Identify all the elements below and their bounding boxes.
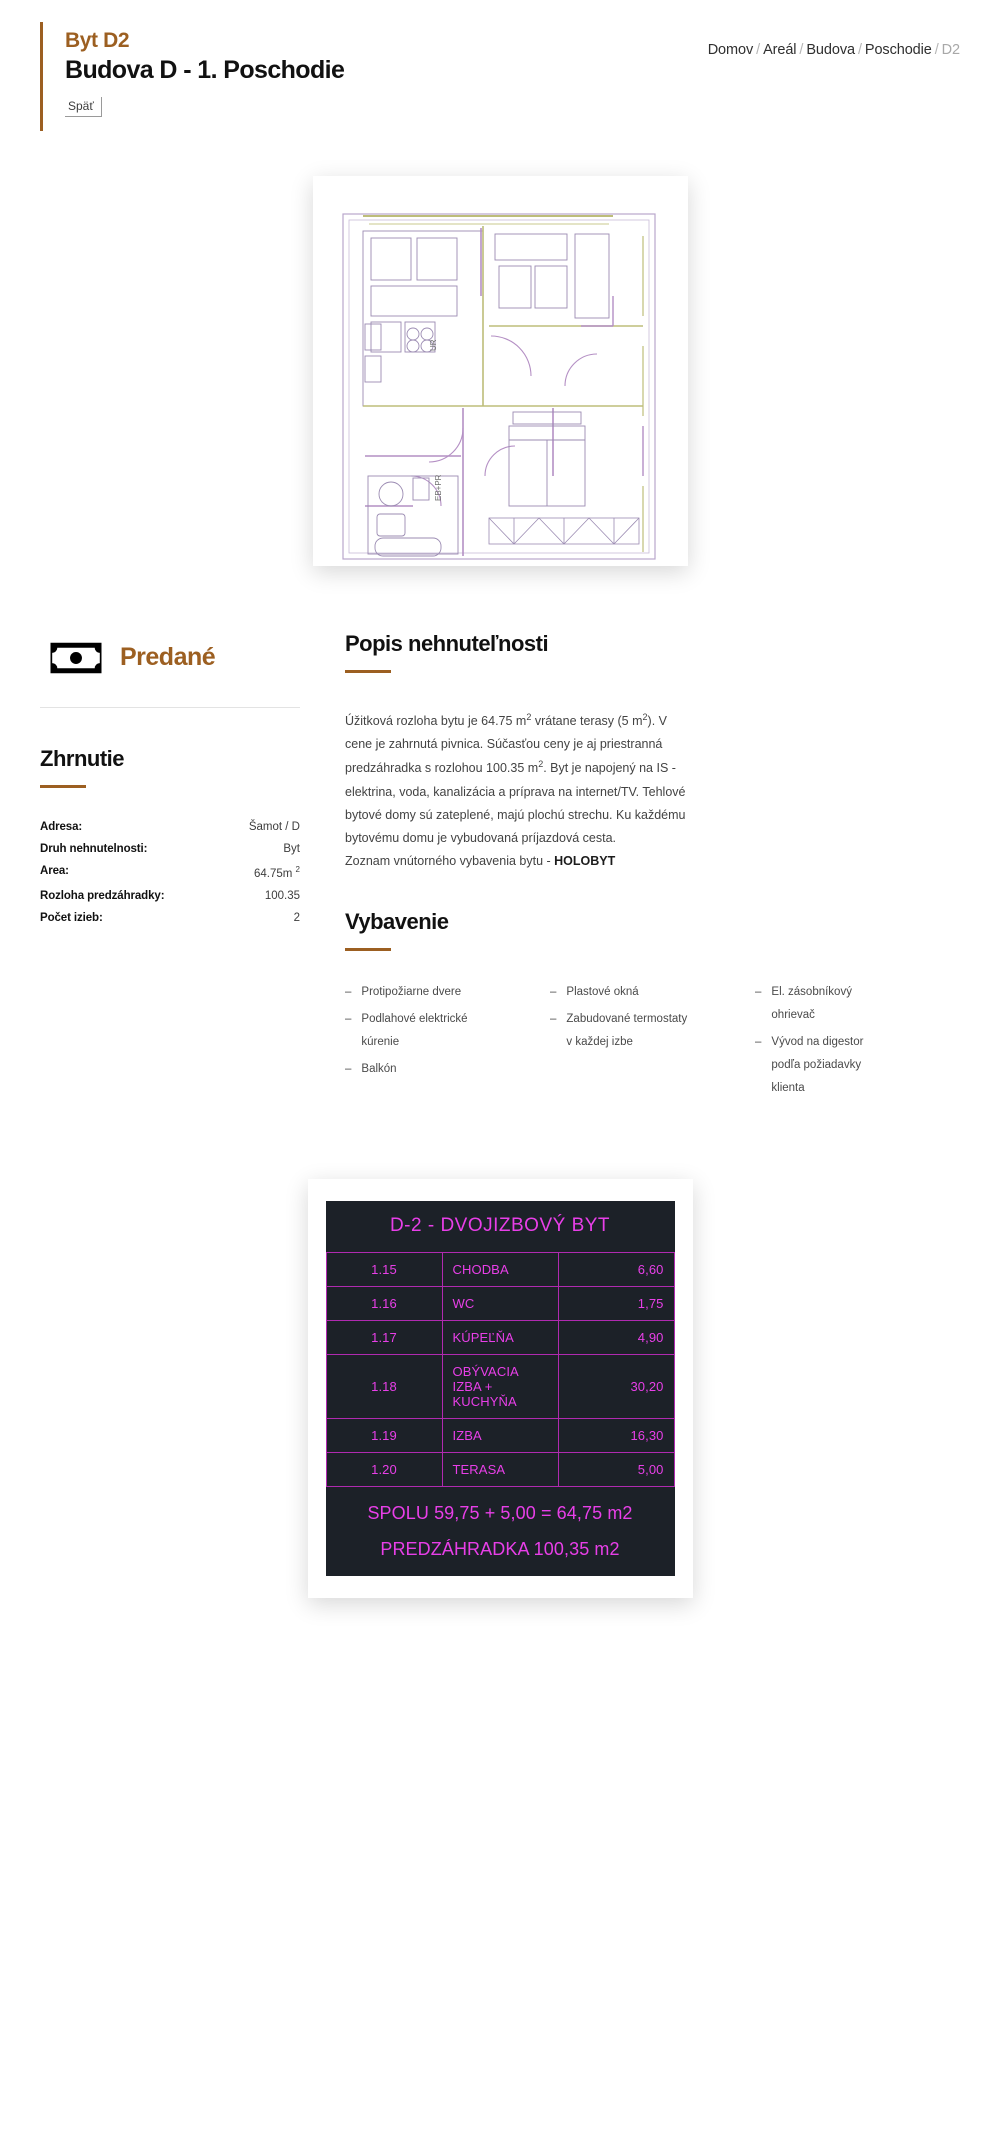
- breadcrumb-item-poschodie[interactable]: Poschodie: [864, 42, 932, 58]
- room-table-title: D-2 - DVOJIZBOVÝ BYT: [389, 1215, 611, 1237]
- room-number: 1.19: [326, 1419, 442, 1453]
- list-item-label: El. zásobníkový ohrievač: [771, 986, 852, 1022]
- list-item-label: Zabudované termostaty v každej izbe: [566, 1013, 688, 1049]
- list-item: [550, 981, 690, 1004]
- divider: [40, 707, 300, 708]
- room-area: 16,30: [558, 1419, 674, 1453]
- table-row: [326, 1355, 674, 1419]
- room-number: 1.15: [326, 1253, 442, 1287]
- equipment-columns: [345, 981, 960, 1104]
- summary-key: Area:: [40, 864, 69, 877]
- description-superscript: 2: [642, 711, 648, 722]
- breadcrumb: [708, 22, 960, 63]
- equipment-section: [345, 909, 960, 1104]
- room-table-card: [308, 1179, 693, 1598]
- summary-value: 2: [293, 911, 300, 924]
- bullet-dash-icon: –: [345, 1063, 352, 1076]
- equipment-title-rule: [345, 948, 391, 951]
- room-area: 1,75: [558, 1287, 674, 1321]
- description-text-part: ). V cene je zahrnutá pivnica. Súčasťou ceny je aj priestranná predzáhradka s rozlohou 100.35 m: [345, 714, 667, 776]
- summary-table: [40, 816, 300, 929]
- summary-value: Byt: [283, 842, 300, 855]
- list-item: [345, 1008, 485, 1054]
- floorplan-label-ur: UR: [428, 339, 438, 351]
- breadcrumb-separator: /: [934, 42, 939, 58]
- equipment-column-3: [755, 981, 960, 1104]
- room-name: CHODBA: [442, 1253, 558, 1287]
- list-item: [345, 1058, 485, 1081]
- back-button[interactable]: Späť: [65, 97, 102, 117]
- room-name: IZBA: [442, 1419, 558, 1453]
- breadcrumb-separator: /: [857, 42, 862, 58]
- description-superscript: 2: [538, 759, 544, 770]
- equipment-column-2: [550, 981, 755, 1104]
- room-number: 1.20: [326, 1453, 442, 1487]
- room-area: 4,90: [558, 1321, 674, 1355]
- table-row: [40, 860, 300, 885]
- summary-value: 64.75m $^2$: [253, 864, 300, 880]
- table-row: [326, 1453, 674, 1487]
- list-item-label: Plastové okná: [566, 986, 639, 999]
- room-table: [326, 1201, 675, 1576]
- summary-title: Zhrnutie: [40, 745, 124, 771]
- table-row: [40, 816, 300, 838]
- banknote-icon: [48, 641, 104, 675]
- list-item-label: Vývod na digestor podľa požiadavky klienta: [771, 1036, 864, 1095]
- breadcrumb-item-current: D2: [941, 42, 960, 58]
- list-item-label: Protipožiarne dvere: [361, 986, 462, 999]
- description-holobyt: HOLOBYT: [554, 853, 616, 868]
- list-item: [345, 981, 485, 1004]
- room-area: 6,60: [558, 1253, 674, 1287]
- description-text-part: Úžitková rozloha bytu je 64.75 m: [345, 714, 527, 729]
- bullet-dash-icon: –: [755, 986, 762, 999]
- list-item: [755, 1031, 895, 1100]
- room-table-header: [326, 1201, 674, 1253]
- bullet-dash-icon: –: [345, 1013, 352, 1026]
- room-area: 5,00: [558, 1453, 674, 1487]
- description-superscript: 2: [526, 711, 532, 722]
- page-eyebrow: Byt D2: [65, 29, 130, 52]
- breadcrumb-separator: /: [799, 42, 804, 58]
- room-number: 1.18: [326, 1355, 442, 1419]
- left-column: [40, 631, 300, 929]
- room-table-section: [0, 1179, 1000, 1668]
- room-name: KÚPEĽŇA: [442, 1321, 558, 1355]
- room-number: 1.17: [326, 1321, 442, 1355]
- summary-key: Rozloha predzáhradky:: [40, 889, 165, 902]
- room-area: 30,20: [558, 1355, 674, 1419]
- description-text-part: vrátane terasy (5 m: [531, 714, 643, 729]
- room-table-total-line2: PREDZÁHRADKA 100,35 m2: [380, 1539, 620, 1560]
- description-title: Popis nehnuteľnosti: [345, 630, 549, 656]
- summary-title-rule: [40, 785, 86, 788]
- list-item-label: Balkón: [361, 1063, 397, 1076]
- right-column: [340, 631, 960, 1104]
- summary-value: 100.35: [264, 889, 300, 902]
- table-row: [326, 1253, 674, 1287]
- room-name: WC: [442, 1287, 558, 1321]
- summary-key: Druh nehnutelnosti:: [40, 842, 148, 855]
- bullet-dash-icon: –: [345, 986, 352, 999]
- breadcrumb-item-budova[interactable]: Budova: [806, 42, 855, 58]
- floorplan-section: [0, 176, 1000, 566]
- bullet-dash-icon: –: [550, 1013, 557, 1026]
- table-row: [326, 1419, 674, 1453]
- list-item: [550, 1008, 690, 1054]
- equipment-column-1: [345, 981, 550, 1104]
- page-header: [0, 0, 1000, 131]
- table-row: [326, 1321, 674, 1355]
- room-table-total-row: [326, 1487, 674, 1532]
- room-name: TERASA: [442, 1453, 558, 1487]
- table-row: [326, 1287, 674, 1321]
- description-text-part: Zoznam vnútorného vybavenia bytu -: [345, 853, 555, 868]
- status-badge: Predané: [120, 643, 216, 672]
- main-content: [0, 631, 1000, 1104]
- status-row: [48, 641, 300, 675]
- room-table-total-row: [326, 1531, 674, 1575]
- equipment-title: Vybavenie: [345, 909, 449, 935]
- description-text-part: . Byt je napojený na IS - elektrina, voda, kanalizácia a príprava na internet/TV. Tehlové bytové domy sú zateplené, majú plochú strechu. Ku každému bytovému domu je vybudovaná príjazdová cesta.: [345, 761, 686, 845]
- floorplan-card[interactable]: [313, 176, 688, 566]
- floorplan-drawing: [313, 176, 688, 566]
- summary-key: Adresa:: [40, 820, 83, 833]
- table-row: [40, 838, 300, 860]
- summary-value: Šamot / D: [248, 820, 300, 833]
- title-block: [40, 22, 344, 131]
- list-item-label: Podlahové elektrické kúrenie: [361, 1013, 468, 1049]
- breadcrumb-separator: /: [756, 42, 761, 58]
- breadcrumb-item-areal[interactable]: Areál: [763, 42, 797, 58]
- bullet-dash-icon: –: [550, 986, 557, 999]
- page-title: Budova D - 1. Poschodie: [65, 56, 345, 85]
- breadcrumb-item-domov[interactable]: Domov: [707, 42, 754, 58]
- room-number: 1.16: [326, 1287, 442, 1321]
- list-item: [755, 981, 895, 1027]
- room-table-total-line1: SPOLU 59,75 + 5,00 = 64,75 m2: [367, 1503, 633, 1524]
- description-paragraph: [345, 709, 695, 873]
- room-name: OBÝVACIA IZBA + KUCHYŇA: [442, 1355, 558, 1419]
- table-row: [40, 907, 300, 929]
- description-title-rule: [345, 670, 391, 673]
- table-row: [40, 885, 300, 907]
- summary-key: Počet izieb:: [40, 911, 103, 924]
- floorplan-label-ebpr: EB+PR: [433, 474, 443, 501]
- bullet-dash-icon: –: [755, 1036, 762, 1049]
